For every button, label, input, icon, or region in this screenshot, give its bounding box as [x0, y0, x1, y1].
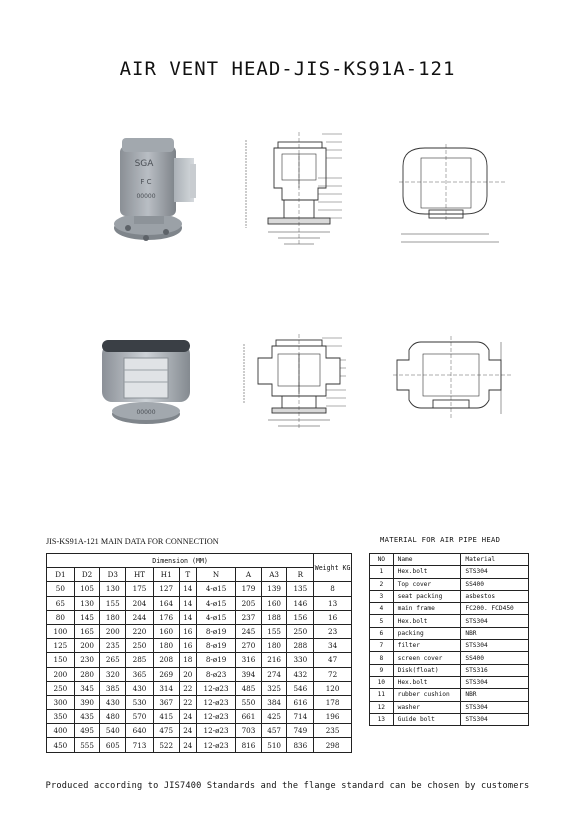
table-cell: 6	[370, 627, 394, 639]
table-cell: 14	[179, 582, 196, 596]
table-cell: 546	[287, 681, 314, 695]
table-cell: STS316	[461, 664, 529, 676]
table-cell: 450	[47, 738, 75, 752]
table-cell: 156	[287, 610, 314, 624]
table-row	[370, 664, 529, 676]
table-cell: 522	[153, 738, 179, 752]
table-cell: 204	[126, 596, 154, 610]
table-row	[370, 603, 529, 615]
table-cell: 18	[179, 653, 196, 667]
table-cell: 22	[179, 681, 196, 695]
table-cell: 384	[261, 695, 287, 709]
table-row	[370, 713, 529, 725]
table-cell: 3	[370, 590, 394, 602]
cast-mark-line: F C	[140, 178, 152, 186]
table-cell: 570	[126, 710, 154, 724]
table-cell: 205	[236, 596, 262, 610]
table-cell: 200	[74, 639, 100, 653]
table-cell: 385	[100, 681, 126, 695]
table-cell: 400	[47, 724, 75, 738]
table-cell: 616	[287, 695, 314, 709]
table-cell: 530	[126, 695, 154, 709]
table-cell: 7	[370, 640, 394, 652]
cast-mark-line: 00000	[136, 409, 156, 416]
table-cell: SS400	[461, 652, 529, 664]
table-cell: 180	[153, 639, 179, 653]
table-row	[370, 615, 529, 627]
table-cell: 749	[287, 724, 314, 738]
table-row	[47, 681, 352, 695]
page-title: AIR VENT HEAD-JIS-KS91A-121	[119, 58, 456, 80]
table-row	[47, 582, 352, 596]
side-view-drawing-top	[393, 140, 513, 250]
table-cell: 125	[47, 639, 75, 653]
table-cell: 200	[100, 624, 126, 638]
table-cell: 550	[236, 695, 262, 709]
table-cell: 200	[47, 667, 75, 681]
table-cell: 146	[287, 596, 314, 610]
dimension-column-header: D3	[100, 568, 126, 582]
table-cell: 235	[314, 724, 352, 738]
table-cell: 270	[236, 639, 262, 653]
table-cell: filter	[393, 640, 461, 652]
side-view-drawing-bottom	[393, 334, 513, 430]
table-cell: 714	[287, 710, 314, 724]
table-cell: 1	[370, 566, 394, 578]
table-cell: 139	[261, 582, 287, 596]
table-cell: 390	[74, 695, 100, 709]
table-cell: 280	[74, 667, 100, 681]
table-cell: Hex.bolt	[393, 615, 461, 627]
table-cell: 179	[236, 582, 262, 596]
weight-header: Weight KG	[314, 554, 352, 582]
footer-note: Produced according to JIS7400 Standards and the flange standard can be chosen by customers	[45, 781, 530, 791]
table-cell: 480	[100, 710, 126, 724]
table-row	[370, 578, 529, 590]
table-cell: 703	[236, 724, 262, 738]
table-cell: 130	[100, 582, 126, 596]
dimension-table	[46, 553, 352, 753]
table-cell: 495	[74, 724, 100, 738]
table-cell: Hex.bolt	[393, 676, 461, 688]
table-cell: 230	[74, 653, 100, 667]
table-cell: 425	[261, 710, 287, 724]
table-row	[370, 640, 529, 652]
table-cell: 14	[179, 596, 196, 610]
table-cell: Guide bolt	[393, 713, 461, 725]
material-header-material: Material	[461, 554, 529, 566]
table-cell: 188	[261, 610, 287, 624]
table-cell: 394	[236, 667, 262, 681]
table-cell: 196	[314, 710, 352, 724]
table-cell: 350	[47, 710, 75, 724]
table-cell: seat packing	[393, 590, 461, 602]
table-cell: 4-ø15	[197, 582, 236, 596]
table-cell: 9	[370, 664, 394, 676]
table-cell: 475	[153, 724, 179, 738]
table-cell: 13	[370, 713, 394, 725]
table-cell: STS304	[461, 615, 529, 627]
table-cell: 10	[370, 676, 394, 688]
table-cell: 176	[153, 610, 179, 624]
table-cell: 300	[47, 695, 75, 709]
table-row	[370, 566, 529, 578]
table-cell: 12-ø23	[197, 724, 236, 738]
table-cell: 160	[153, 624, 179, 638]
table-cell: 540	[100, 724, 126, 738]
table-cell: 298	[314, 738, 352, 752]
table-row	[47, 639, 352, 653]
table-cell: 34	[314, 639, 352, 653]
table-row	[47, 653, 352, 667]
table-cell: 330	[287, 653, 314, 667]
table-cell: 50	[47, 582, 75, 596]
table-cell: 11	[370, 689, 394, 701]
dimension-column-header: D1	[47, 568, 75, 582]
table-cell: 23	[314, 624, 352, 638]
table-row	[370, 701, 529, 713]
dimension-column-header: D2	[74, 568, 100, 582]
table-cell: 120	[314, 681, 352, 695]
table-cell: STS304	[461, 566, 529, 578]
table-cell: 105	[74, 582, 100, 596]
table-cell: 24	[179, 710, 196, 724]
table-cell: packing	[393, 627, 461, 639]
table-cell: 24	[179, 724, 196, 738]
dimension-column-header: HT	[126, 568, 154, 582]
table-cell: 435	[74, 710, 100, 724]
table-cell: Disk(float)	[393, 664, 461, 676]
table-cell: 220	[126, 624, 154, 638]
table-row	[370, 652, 529, 664]
material-header-name: Name	[393, 554, 461, 566]
table-cell: 244	[126, 610, 154, 624]
table-cell: STS304	[461, 701, 529, 713]
table-cell: 457	[261, 724, 287, 738]
table-cell: 237	[236, 610, 262, 624]
table-cell: 605	[100, 738, 126, 752]
table-row	[370, 689, 529, 701]
table-cell: 288	[287, 639, 314, 653]
table-cell: 661	[236, 710, 262, 724]
dimension-column-header: H1	[153, 568, 179, 582]
table-cell: 150	[47, 653, 75, 667]
table-cell: 713	[126, 738, 154, 752]
dimension-group-header: Dimension (MM)	[47, 554, 314, 568]
table-cell: 160	[261, 596, 287, 610]
table-cell: 250	[287, 624, 314, 638]
table-cell: 65	[47, 596, 75, 610]
cast-mark-line: 00000	[136, 193, 156, 200]
table-cell: 135	[287, 582, 314, 596]
table-cell: NBR	[461, 627, 529, 639]
table-cell: 8-ø19	[197, 639, 236, 653]
table-cell: 16	[314, 610, 352, 624]
section-drawing-top	[238, 128, 358, 252]
table-cell: main frame	[393, 603, 461, 615]
table-cell: 130	[74, 596, 100, 610]
table-cell: washer	[393, 701, 461, 713]
table-cell: 320	[100, 667, 126, 681]
dimension-column-header: T	[179, 568, 196, 582]
table-cell: 485	[236, 681, 262, 695]
table-cell: 555	[74, 738, 100, 752]
table-cell: 127	[153, 582, 179, 596]
table-cell: 12	[370, 701, 394, 713]
table-cell: NBR	[461, 689, 529, 701]
table-cell: 164	[153, 596, 179, 610]
table-cell: 208	[153, 653, 179, 667]
table-cell: 22	[179, 695, 196, 709]
table-cell: 640	[126, 724, 154, 738]
table-cell: 12-ø23	[197, 738, 236, 752]
table-cell: 4-ø15	[197, 610, 236, 624]
table-cell: 145	[74, 610, 100, 624]
table-cell: 216	[261, 653, 287, 667]
table-cell: 510	[261, 738, 287, 752]
table-cell: 4-ø15	[197, 596, 236, 610]
table-cell: 274	[261, 667, 287, 681]
table-cell: STS304	[461, 713, 529, 725]
table-cell: 8-ø23	[197, 667, 236, 681]
table-cell: 235	[100, 639, 126, 653]
table-cell: 180	[261, 639, 287, 653]
table-row	[370, 590, 529, 602]
table-cell: 430	[100, 695, 126, 709]
table-cell: 20	[179, 667, 196, 681]
table-cell: 100	[47, 624, 75, 638]
table-cell: 175	[126, 582, 154, 596]
table-cell: 314	[153, 681, 179, 695]
table-cell: 432	[287, 667, 314, 681]
table-cell: 12-ø23	[197, 710, 236, 724]
table-cell: 250	[126, 639, 154, 653]
table-cell: 24	[179, 738, 196, 752]
table-cell: 72	[314, 667, 352, 681]
dimension-column-header: A	[236, 568, 262, 582]
table-cell: 316	[236, 653, 262, 667]
table-cell: FC200. FCD450	[461, 603, 529, 615]
table-cell: 430	[126, 681, 154, 695]
table-cell: 367	[153, 695, 179, 709]
product-photo-bottom	[96, 334, 196, 432]
table-row	[370, 676, 529, 688]
material-table	[369, 553, 529, 726]
table-cell: 415	[153, 710, 179, 724]
table-cell: 47	[314, 653, 352, 667]
table-row	[370, 627, 529, 639]
table-cell: asbestos	[461, 590, 529, 602]
table-row	[47, 710, 352, 724]
table-cell: 816	[236, 738, 262, 752]
table-cell: 14	[179, 610, 196, 624]
table-cell: 265	[100, 653, 126, 667]
table-cell: 2	[370, 578, 394, 590]
table-cell: 12-ø23	[197, 695, 236, 709]
table-cell: rubber cushion	[393, 689, 461, 701]
dimension-column-header: A3	[261, 568, 287, 582]
table-cell: 180	[100, 610, 126, 624]
table-row	[47, 695, 352, 709]
table-cell: 8-ø19	[197, 624, 236, 638]
table-cell: 285	[126, 653, 154, 667]
table-cell: 365	[126, 667, 154, 681]
table-cell: STS304	[461, 676, 529, 688]
main-table-caption: JIS-KS91A-121 MAIN DATA FOR CONNECTION	[46, 537, 219, 546]
table-row	[47, 610, 352, 624]
table-cell: STS304	[461, 640, 529, 652]
table-cell: 16	[179, 624, 196, 638]
table-cell: 4	[370, 603, 394, 615]
table-cell: 5	[370, 615, 394, 627]
table-cell: 8	[314, 582, 352, 596]
table-cell: 16	[179, 639, 196, 653]
table-cell: screen cover	[393, 652, 461, 664]
table-row	[47, 724, 352, 738]
table-cell: 269	[153, 667, 179, 681]
section-drawing-bottom	[238, 334, 358, 434]
table-cell: 8	[370, 652, 394, 664]
table-row	[47, 738, 352, 752]
dimension-column-header: R	[287, 568, 314, 582]
table-cell: 8-ø19	[197, 653, 236, 667]
table-cell: 325	[261, 681, 287, 695]
table-cell: Top cover	[393, 578, 461, 590]
table-cell: 836	[287, 738, 314, 752]
table-row	[47, 596, 352, 610]
material-header-no: NO	[370, 554, 394, 566]
table-cell: 245	[236, 624, 262, 638]
material-table-caption: MATERIAL FOR AIR PIPE HEAD	[380, 535, 501, 544]
table-cell: SS400	[461, 578, 529, 590]
product-photo-top	[108, 128, 200, 250]
table-cell: 178	[314, 695, 352, 709]
table-cell: 155	[261, 624, 287, 638]
table-cell: Hex.bolt	[393, 566, 461, 578]
dimension-column-header: N	[197, 568, 236, 582]
table-row	[47, 624, 352, 638]
table-cell: 12-ø23	[197, 681, 236, 695]
table-cell: 13	[314, 596, 352, 610]
table-cell: 250	[47, 681, 75, 695]
table-cell: 345	[74, 681, 100, 695]
table-cell: 155	[100, 596, 126, 610]
table-cell: 165	[74, 624, 100, 638]
table-row	[47, 667, 352, 681]
cast-mark-logo: SGA	[134, 159, 154, 169]
table-cell: 80	[47, 610, 75, 624]
